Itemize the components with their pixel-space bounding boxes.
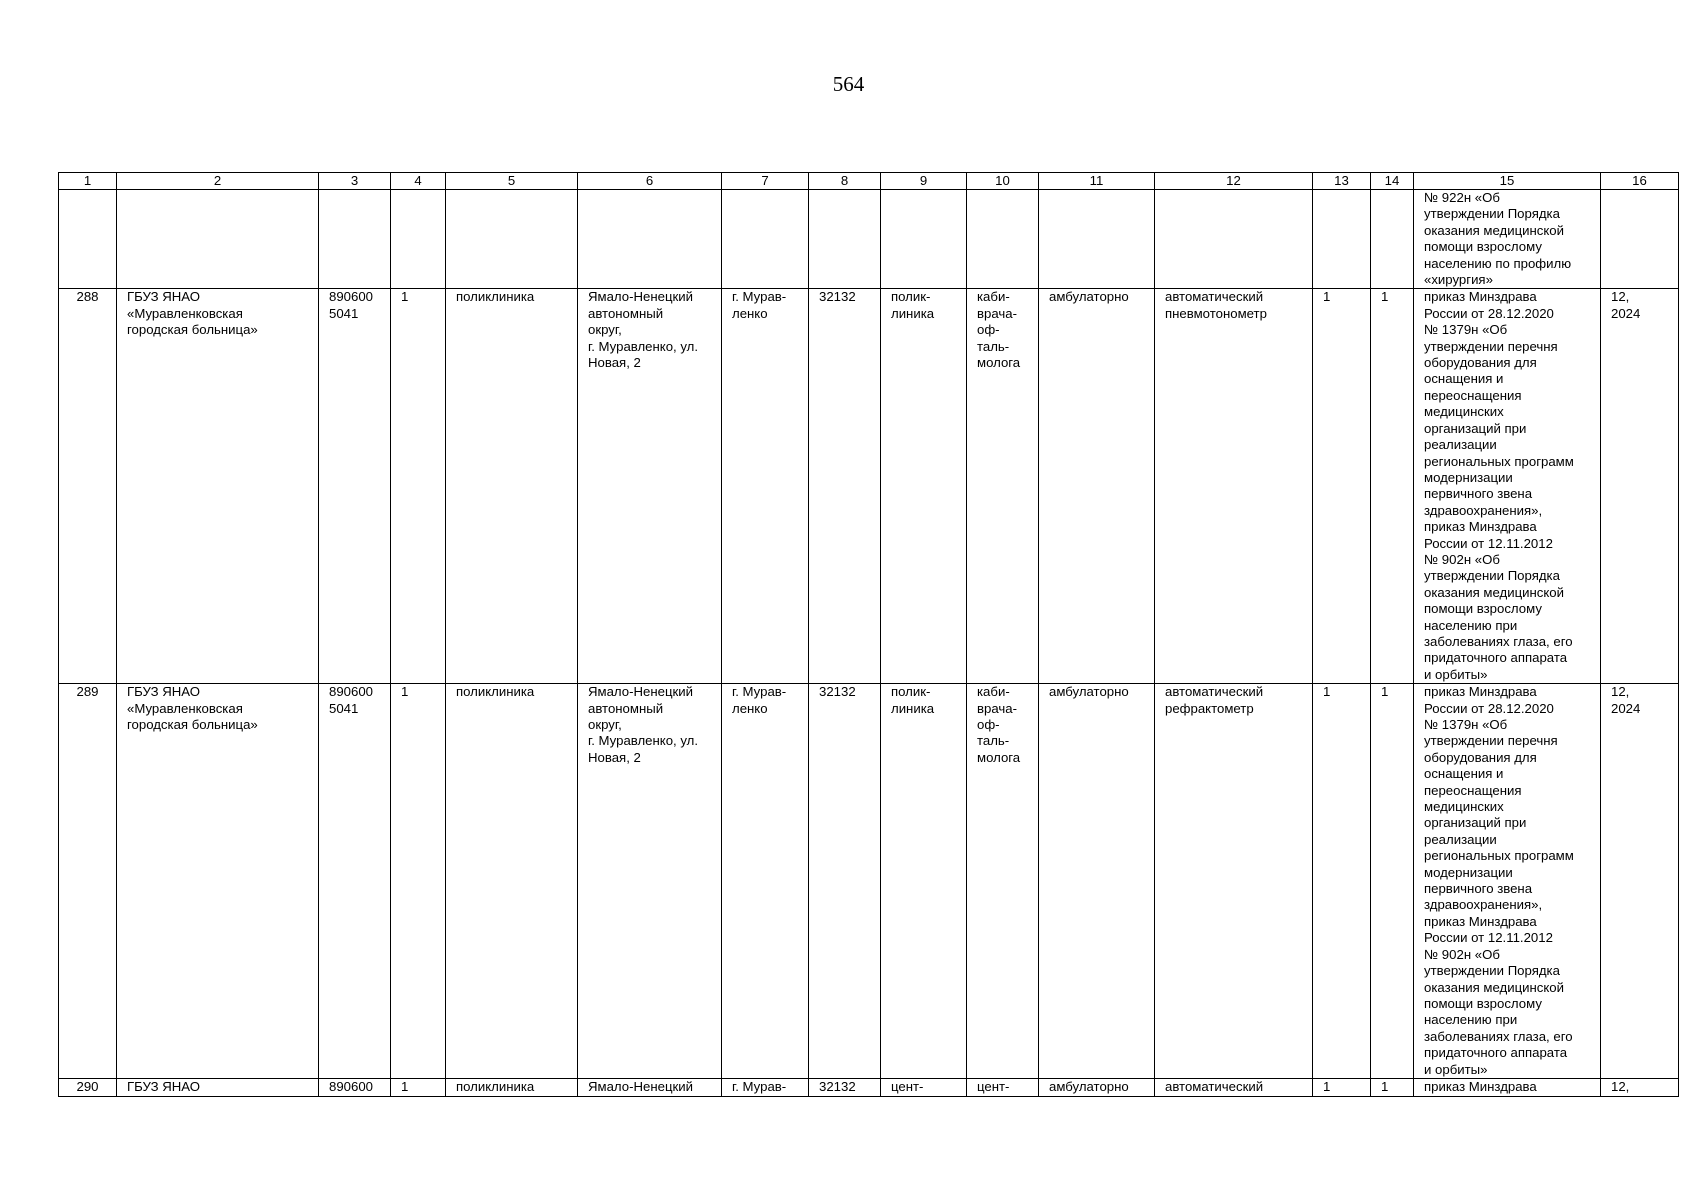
table-cell: ГБУЗ ЯНАО «Муравленковская городская больница» bbox=[117, 684, 319, 1079]
table-row bbox=[59, 1078, 1679, 1096]
column-header: 11 bbox=[1039, 173, 1155, 190]
table-cell: 1 bbox=[391, 1078, 446, 1096]
table-cell: г. Мурав- ленко bbox=[722, 684, 809, 1079]
table-cell bbox=[967, 190, 1039, 289]
table-cell bbox=[1039, 190, 1155, 289]
table-cell: 1 bbox=[391, 289, 446, 684]
table-cell: 12, bbox=[1601, 1078, 1679, 1096]
page-number: 564 bbox=[832, 72, 865, 96]
table-cell bbox=[1371, 190, 1414, 289]
table-cell bbox=[1313, 190, 1371, 289]
table-cell: поликлиника bbox=[446, 1078, 578, 1096]
table-cell: 1 bbox=[1371, 289, 1414, 684]
table-cell: амбулаторно bbox=[1039, 684, 1155, 1079]
table-cell: 290 bbox=[59, 1078, 117, 1096]
table-cell: 890600 5041 bbox=[319, 684, 391, 1079]
table-cell: № 922н «Об утверждении Порядка оказания медицинской помощи взрослому населению по профилю «хирургия» bbox=[1414, 190, 1601, 289]
table-cell: 890600 bbox=[319, 1078, 391, 1096]
table-cell bbox=[59, 190, 117, 289]
table-cell: 1 bbox=[1313, 1078, 1371, 1096]
table-cell: 1 bbox=[391, 684, 446, 1079]
table-cell bbox=[117, 190, 319, 289]
table-cell: приказ Минздрава России от 28.12.2020 № 1379н «Об утверждении перечня оборудования для оснащения и переоснащения медицинских организаций при реализации региональных программ модернизации первичного звена здравоохранения», приказ Минздрава России от 12.11.2012 № 902н «Об утверждении Порядка оказания медицинской помощи взрослому населению при заболеваниях глаза, его придаточного аппарата и орбиты» bbox=[1414, 684, 1601, 1079]
table-cell bbox=[578, 190, 722, 289]
table-cell bbox=[446, 190, 578, 289]
table-cell: 289 bbox=[59, 684, 117, 1079]
equipment-table bbox=[58, 172, 1679, 1097]
table-cell bbox=[1155, 190, 1313, 289]
table-cell: амбулаторно bbox=[1039, 1078, 1155, 1096]
column-header: 10 bbox=[967, 173, 1039, 190]
table-cell: 32132 bbox=[809, 289, 881, 684]
table-cell bbox=[319, 190, 391, 289]
table-cell: автоматический пневмотонометр bbox=[1155, 289, 1313, 684]
table-cell: автоматический рефрактометр bbox=[1155, 684, 1313, 1079]
column-header: 2 bbox=[117, 173, 319, 190]
table-cell: ГБУЗ ЯНАО «Муравленковская городская больница» bbox=[117, 289, 319, 684]
table-cell: 890600 5041 bbox=[319, 289, 391, 684]
column-header: 8 bbox=[809, 173, 881, 190]
column-header: 5 bbox=[446, 173, 578, 190]
table-row bbox=[59, 190, 1679, 289]
table-cell: Ямало-Ненецкий автономный округ, г. Муравленко, ул. Новая, 2 bbox=[578, 289, 722, 684]
column-header: 4 bbox=[391, 173, 446, 190]
table-cell: Ямало-Ненецкий автономный округ, г. Муравленко, ул. Новая, 2 bbox=[578, 684, 722, 1079]
table-cell bbox=[809, 190, 881, 289]
table-cell: 32132 bbox=[809, 684, 881, 1079]
table-cell bbox=[722, 190, 809, 289]
table-cell: 12, 2024 bbox=[1601, 684, 1679, 1079]
table-cell: цент- bbox=[881, 1078, 967, 1096]
column-header: 14 bbox=[1371, 173, 1414, 190]
column-header: 15 bbox=[1414, 173, 1601, 190]
table-cell bbox=[391, 190, 446, 289]
column-header: 6 bbox=[578, 173, 722, 190]
table-cell: г. Мурав- bbox=[722, 1078, 809, 1096]
table-row bbox=[59, 289, 1679, 684]
table-cell: поликлиника bbox=[446, 684, 578, 1079]
table-cell: полик- линика bbox=[881, 684, 967, 1079]
table-cell bbox=[1601, 190, 1679, 289]
table-cell: 1 bbox=[1313, 289, 1371, 684]
table-cell: каби- врача- оф- таль- молога bbox=[967, 289, 1039, 684]
table-cell: приказ Минздрава России от 28.12.2020 № 1379н «Об утверждении перечня оборудования для оснащения и переоснащения медицинских организаций при реализации региональных программ модернизации первичного звена здравоохранения», приказ Минздрава России от 12.11.2012 № 902н «Об утверждении Порядка оказания медицинской помощи взрослому населению при заболеваниях глаза, его придаточного аппарата и орбиты» bbox=[1414, 289, 1601, 684]
table-cell: 32132 bbox=[809, 1078, 881, 1096]
table-row bbox=[59, 684, 1679, 1079]
table-cell: 12, 2024 bbox=[1601, 289, 1679, 684]
table-cell: ГБУЗ ЯНАО bbox=[117, 1078, 319, 1096]
table-cell: 288 bbox=[59, 289, 117, 684]
column-header: 9 bbox=[881, 173, 967, 190]
table-cell: амбулаторно bbox=[1039, 289, 1155, 684]
column-header: 3 bbox=[319, 173, 391, 190]
table-cell: 1 bbox=[1371, 1078, 1414, 1096]
table-cell: 1 bbox=[1371, 684, 1414, 1079]
column-header: 1 bbox=[59, 173, 117, 190]
column-header: 13 bbox=[1313, 173, 1371, 190]
column-header: 12 bbox=[1155, 173, 1313, 190]
table-cell: приказ Минздрава bbox=[1414, 1078, 1601, 1096]
table-cell: каби- врача- оф- таль- молога bbox=[967, 684, 1039, 1079]
table-cell: автоматический bbox=[1155, 1078, 1313, 1096]
column-header: 7 bbox=[722, 173, 809, 190]
table-cell: Ямало-Ненецкий bbox=[578, 1078, 722, 1096]
table-cell: цент- bbox=[967, 1078, 1039, 1096]
table-cell: г. Мурав- ленко bbox=[722, 289, 809, 684]
column-header: 16 bbox=[1601, 173, 1679, 190]
table-cell: 1 bbox=[1313, 684, 1371, 1079]
table-header-row bbox=[59, 173, 1679, 190]
table-cell: полик- линика bbox=[881, 289, 967, 684]
table-cell: поликлиника bbox=[446, 289, 578, 684]
table-cell bbox=[881, 190, 967, 289]
